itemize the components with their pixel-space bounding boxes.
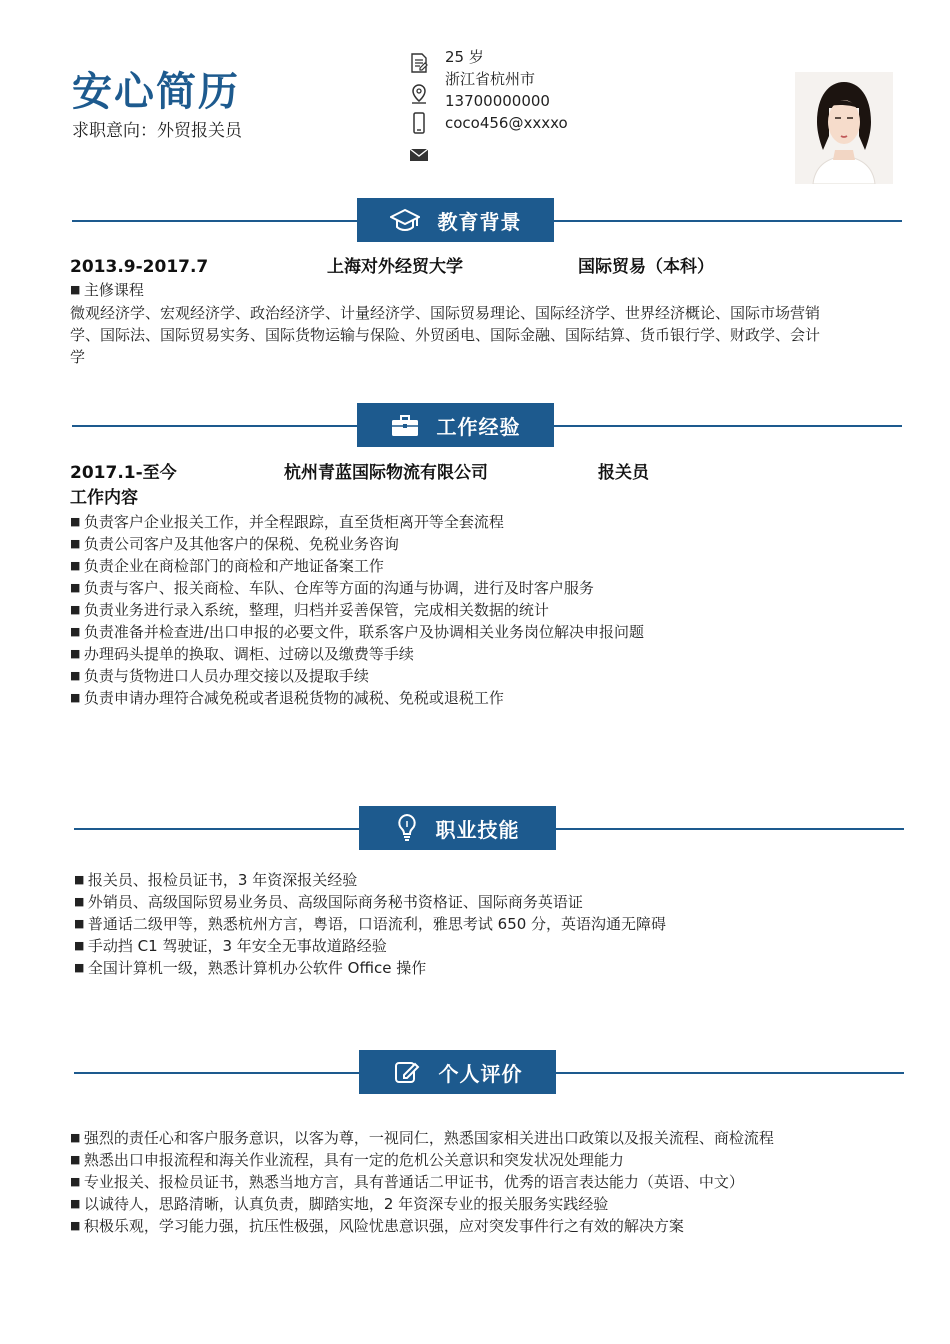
education-section-title: 教育背景 xyxy=(437,209,522,234)
work-section-header xyxy=(357,403,554,447)
work-position: 报关员 xyxy=(598,463,649,483)
envelope-icon xyxy=(408,144,430,166)
list-item: ■ 负责企业在商检部门的商检和产地证备案工作 xyxy=(70,555,644,577)
list-item: ■ 强烈的责任心和客户服务意识，以客为尊，一视同仁，熟悉国家相关进出口政策以及报关流程、商检流程 xyxy=(70,1127,774,1149)
work-section-title: 工作经验 xyxy=(436,414,521,439)
list-item: ■ 以诚待人，思路清晰，认真负责，脚踏实地，2 年资深专业的报关服务实践经验 xyxy=(70,1193,774,1215)
courses-line-2: 学、国际法、国际贸易实务、国际货物运输与保险、外贸函电、国际金融、国际结算、货币银行学、财政学、会计 xyxy=(70,326,821,344)
phone-text: 13700000000 xyxy=(445,92,550,110)
courses-line-1: 微观经济学、宏观经济学、政治经济学、计量经济学、国际贸易理论、国际经济学、世界经济概论、国际市场营销 xyxy=(70,304,821,322)
evaluation-list xyxy=(70,1127,774,1237)
evaluation-section-header xyxy=(359,1050,556,1094)
list-item: ■ 负责与客户、报关商检、车队、仓库等方面的沟通与协调，进行及时客户服务 xyxy=(70,577,644,599)
courses-label-list xyxy=(70,279,144,301)
work-duties-list xyxy=(70,511,644,709)
briefcase-icon xyxy=(391,413,419,437)
list-item: ■ 积极乐观，学习能力强，抗压性极强，风险忧患意识强，应对突发事件行之有效的解决方案 xyxy=(70,1215,774,1237)
edit-icon xyxy=(393,1058,421,1086)
age-text: 25 岁 xyxy=(445,48,484,66)
list-item: ■ 手动挡 C1 驾驶证，3 年安全无事故道路经验 xyxy=(74,935,666,957)
list-item: ■ 负责准备并检查进/出口申报的必要文件，联系客户及协调相关业务岗位解决申报问题 xyxy=(70,621,644,643)
work-period: 2017.1-至今 xyxy=(70,463,177,483)
location-pin-icon xyxy=(408,83,430,105)
education-section-header xyxy=(357,198,554,242)
profile-photo xyxy=(795,72,893,184)
work-content-label: 工作内容 xyxy=(70,488,138,508)
location-text: 浙江省杭州市 xyxy=(445,70,536,88)
education-major: 国际贸易（本科） xyxy=(578,257,714,277)
evaluation-section-title: 个人评价 xyxy=(438,1061,523,1086)
list-item: ■ 负责与货物进口人员办理交接以及提取手续 xyxy=(70,665,644,687)
courses-label: ■ 主修课程 xyxy=(70,279,144,301)
list-item: ■ 负责业务进行录入系统，整理，归档并妥善保管，完成相关数据的统计 xyxy=(70,599,644,621)
work-company: 杭州青蓝国际物流有限公司 xyxy=(284,463,488,483)
list-item: ■ 外销员、高级国际贸易业务员、高级国际商务秘书资格证、国际商务英语证 xyxy=(74,891,666,913)
courses-line-3: 学 xyxy=(70,348,86,366)
graduation-cap-icon xyxy=(390,207,420,233)
skills-section-title: 职业技能 xyxy=(435,817,520,842)
mobile-phone-icon xyxy=(408,112,430,134)
lightbulb-icon xyxy=(396,813,418,843)
list-item: ■ 普通话二级甲等，熟悉杭州方言，粤语，口语流利，雅思考试 650 分，英语沟通无障碍 xyxy=(74,913,666,935)
education-period: 2013.9-2017.7 xyxy=(70,257,209,277)
email-text: coco456@xxxxo xyxy=(445,114,568,132)
skills-list xyxy=(74,869,666,979)
job-intent: 求职意向：外贸报关员 xyxy=(72,121,242,141)
list-item: ■ 全国计算机一级，熟悉计算机办公软件 Office 操作 xyxy=(74,957,666,979)
list-item: ■ 负责公司客户及其他客户的保税、免税业务咨询 xyxy=(70,533,644,555)
id-card-icon xyxy=(408,52,430,74)
skills-section-header xyxy=(359,806,556,850)
list-item: ■ 负责客户企业报关工作，并全程跟踪，直至货柜离开等全套流程 xyxy=(70,511,644,533)
list-item: ■ 专业报关、报检员证书，熟悉当地方言，具有普通话二甲证书，优秀的语言表达能力（英语、中文） xyxy=(70,1171,774,1193)
education-school: 上海对外经贸大学 xyxy=(327,257,463,277)
resume-title: 安心简历 xyxy=(72,69,240,115)
list-item: ■ 负责申请办理符合减免税或者退税货物的减税、免税或退税工作 xyxy=(70,687,644,709)
list-item: ■ 报关员、报检员证书，3 年资深报关经验 xyxy=(74,869,666,891)
list-item: ■ 熟悉出口申报流程和海关作业流程，具有一定的危机公关意识和突发状况处理能力 xyxy=(70,1149,774,1171)
list-item: ■ 办理码头提单的换取、调柜、过磅以及缴费等手续 xyxy=(70,643,644,665)
